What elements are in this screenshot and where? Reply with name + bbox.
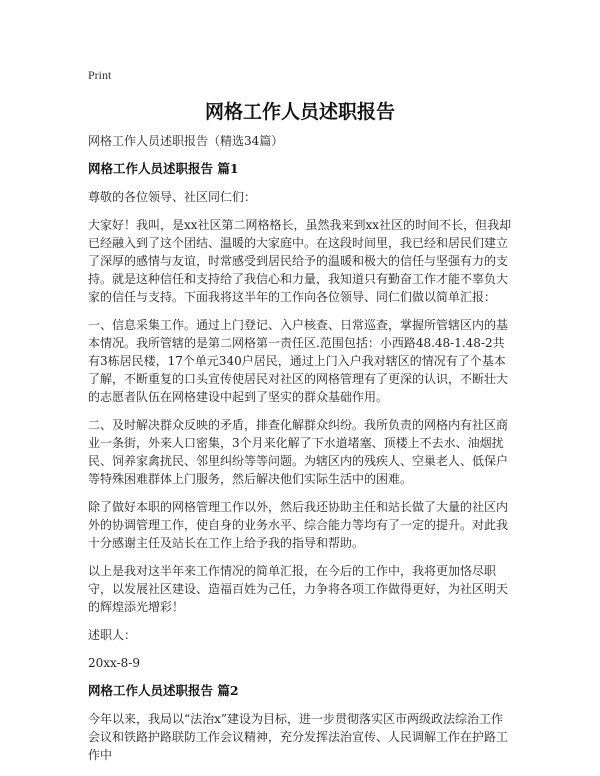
report-date: 20xx-8-9 (88, 656, 140, 670)
section-heading-1: 网格工作人员述职报告 篇1 (88, 161, 239, 176)
greeting: 尊敬的各位领导、社区同仁们： (88, 190, 257, 204)
page-title: 网格工作人员述职报告 (204, 101, 395, 123)
paragraph: 一、信息采集工作。通过上门登记、入户核查、日常巡查，掌握所管辖区内的基本情况。我所管辖的是第二网格第一责任区.范围包括：小西路48.48-1.48-2共有3栋居民楼，17个单元340户居民，通过上门入户我对辖区的情况有了个基本了解，不断重复的口头宣传使居民对社区的网格管理有了更深的认识，不断壮大的志愿者队伍在网格建设中起到了坚实的群众基础作用。 (88, 318, 509, 404)
paragraph: 今年以来，我局以“法治x”建设为目标，进一步贯彻落实区市两级政法综治工作会议和铁路护路联防工作会议精神，充分发挥法治宣传、人民调解工作在护路工作中 (88, 712, 509, 762)
paragraph: 除了做好本职的网格管理工作以外，然后我还协助主任和站长做了大量的社区内外的协调管理工作，使自身的业务水平、综合能力等均有了一定的提升。对此我十分感谢主任及站长在工作上给予我的指导和帮助。 (88, 500, 509, 550)
paragraph: 以上是我对这半年来工作情况的简单汇报，在今后的工作中，我将更加恪尽职守，以发展社区建设、造福百姓为己任，力争将各项工作做得更好，为社区明天的辉煌添光增彩！ (88, 564, 509, 614)
print-label[interactable]: Print (88, 68, 112, 82)
section-heading-2: 网格工作人员述职报告 篇2 (88, 683, 239, 698)
document-subtitle: 网格工作人员述职报告（精选34篇） (88, 134, 284, 148)
paragraph: 大家好！我叫，是xx社区第二网格格长，虽然我来到xx社区的时间不长，但我却已经融入到了这个团结、温暖的大家庭中。在这段时间里，我已经和居民们建立了深厚的感情与友谊，时常感受到居民给予的温暖和极大的信任与坚强有力的支持。就是这种信任和支持给了我信心和力量，我知道只有勤奋工作才能不辜负大家的信任与支持。下面我将这半年的工作向各位领导、同仁们做以简单汇报： (88, 218, 512, 304)
document-body (88, 132, 514, 774)
signer-label: 述职人： (88, 628, 137, 642)
paragraph: 二、及时解决群众反映的矛盾，排查化解群众纠纷。我所负责的网格内有社区商业一条街，外来人口密集，3个月来化解了下水道堵塞、顶楼上不去水、油烟扰民、饲养家禽扰民、邻里纠纷等等问题。为辖区内的残疾人、空巢老人、低保户等特殊困难群体上门服务，然后解决他们实际生活中的困难。 (88, 418, 509, 486)
